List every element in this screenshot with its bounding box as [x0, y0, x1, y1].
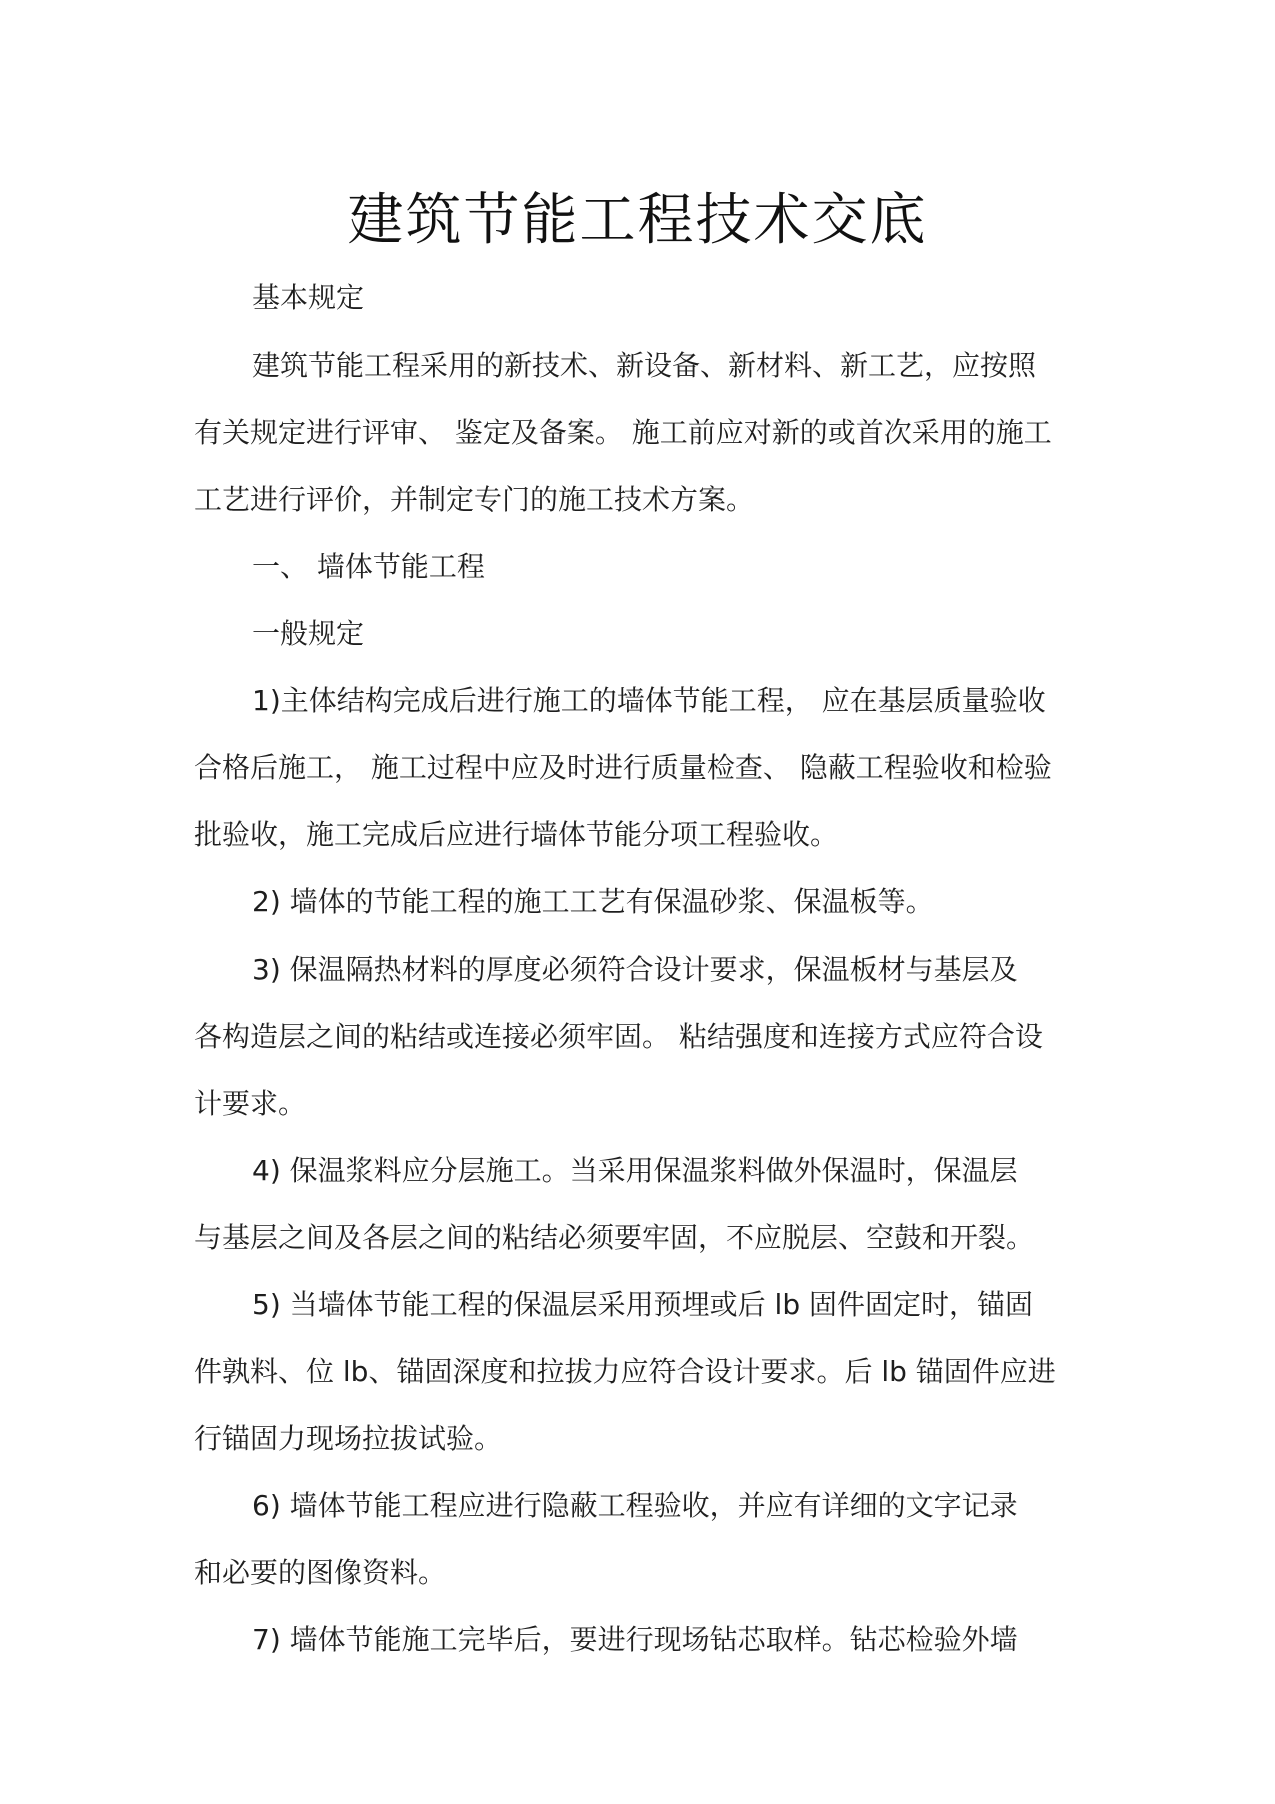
section-heading-general: 一般规定 [252, 617, 365, 650]
paragraph-line: 6) 墙体节能工程应进行隐蔽工程验收，并应有详细的文字记录 [252, 1489, 1018, 1522]
document-title: 建筑节能工程技术交底 [347, 188, 928, 253]
paragraph-line: 与基层之间及各层之间的粘结必须要牢固，不应脱层、空鼓和开裂。 [194, 1221, 1035, 1254]
paragraph-line: 和必要的图像资料。 [194, 1556, 447, 1589]
paragraph-line: 工艺进行评价，并制定专门的施工技术方案。 [194, 483, 755, 516]
paragraph-line: 建筑节能工程采用的新技术、新设备、新材料、新工艺，应按照 [252, 349, 1037, 382]
paragraph-line: 行锚固力现场拉拔试验。 [194, 1422, 503, 1455]
paragraph-line: 7) 墙体节能施工完毕后，要进行现场钻芯取样。钻芯检验外墙 [252, 1623, 1018, 1656]
section-heading-wall: 一、 墙体节能工程 [252, 550, 485, 583]
paragraph-line: 4) 保温浆料应分层施工。当采用保温浆料做外保温时，保温层 [252, 1154, 1018, 1187]
paragraph-line: 合格后施工， 施工过程中应及时进行质量检查、 隐蔽工程验收和检验 [194, 751, 1052, 784]
paragraph-line: 5) 当墙体节能工程的保温层采用预埋或后 lb 固件固定时，锚固 [252, 1288, 1033, 1321]
paragraph-line: 计要求。 [194, 1087, 307, 1120]
paragraph-line: 有关规定进行评审、 鉴定及备案。 施工前应对新的或首次采用的施工 [194, 416, 1052, 449]
paragraph-line: 2) 墙体的节能工程的施工工艺有保温砂浆、保温板等。 [252, 885, 934, 918]
paragraph-line: 1)主体结构完成后进行施工的墙体节能工程， 应在基层质量验收 [252, 684, 1046, 717]
paragraph-line: 3) 保温隔热材料的厚度必须符合设计要求，保温板材与基层及 [252, 953, 1018, 986]
paragraph-line: 件孰料、位 lb、锚固深度和拉拔力应符合设计要求。后 lb 锚固件应进 [194, 1355, 1056, 1388]
paragraph-line: 批验收，施工完成后应进行墙体节能分项工程验收。 [194, 818, 839, 851]
paragraph-line: 各构造层之间的粘结或连接必须牢固。 粘结强度和连接方式应符合设 [194, 1020, 1043, 1053]
section-heading-basic-rules: 基本规定 [252, 281, 365, 314]
